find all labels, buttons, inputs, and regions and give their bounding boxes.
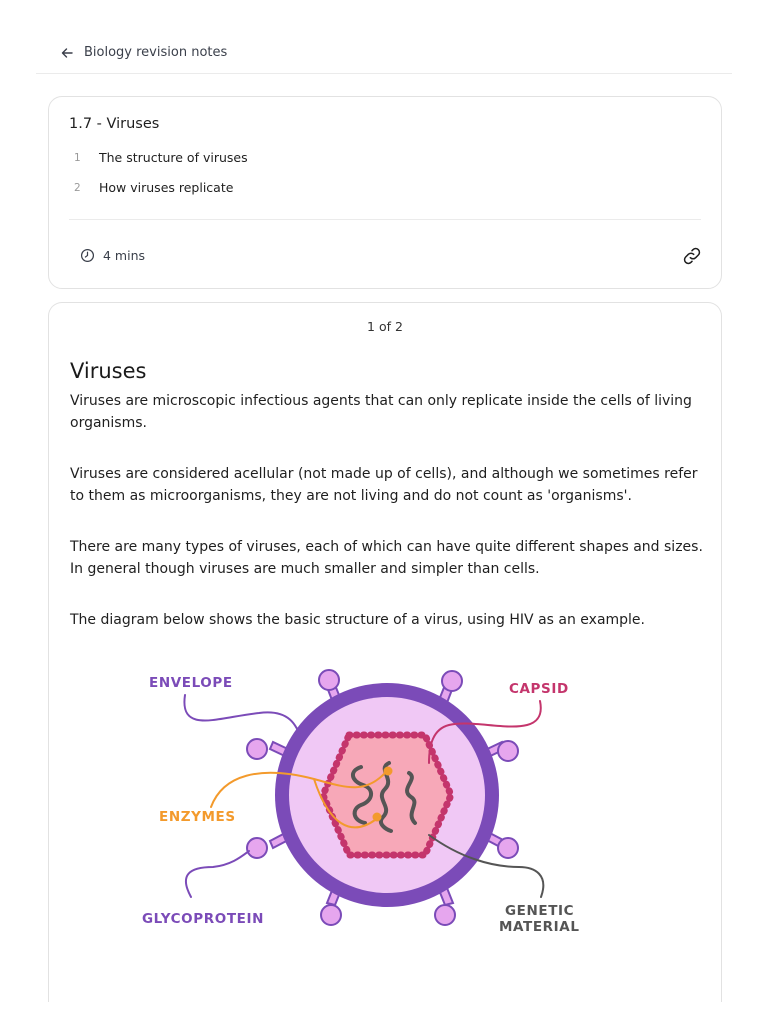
- arrow-left-icon: [60, 46, 74, 60]
- enzymes-label: ENZYMES: [159, 809, 236, 825]
- glycoprotein-label: GLYCOPROTEIN: [142, 911, 264, 927]
- toc-item-number: 1: [74, 151, 81, 164]
- envelope-leader: [184, 695, 302, 741]
- paragraph: Viruses are microscopic infectious agents that can only replicate inside the cells of living organisms.: [70, 393, 692, 431]
- envelope-label: ENVELOPE: [149, 675, 233, 691]
- toc-item-number: 2: [74, 181, 81, 194]
- glycoprotein-leader: [186, 851, 249, 897]
- link-icon: [682, 246, 702, 266]
- back-link[interactable]: [60, 45, 227, 60]
- genetic-material-label-2: MATERIAL: [499, 919, 580, 935]
- toc-item-label: The structure of viruses: [99, 150, 248, 165]
- toc-title: 1.7 - Viruses: [69, 116, 160, 132]
- paragraph: Viruses are considered acellular (not made up of cells), and although we sometimes refer to them as microorganisms, they are not living and do not count as 'organisms'.: [70, 466, 698, 504]
- read-time-label: 4 mins: [103, 248, 146, 263]
- capsid-label: CAPSID: [509, 681, 569, 697]
- page-indicator: 1 of 2: [367, 319, 403, 334]
- top-bar: [36, 0, 732, 74]
- clock-icon: [80, 248, 95, 263]
- paragraph: There are many types of viruses, each of which can have quite different shapes and sizes. In general though viruses are much smaller and simpler than cells.: [70, 539, 703, 577]
- section-heading: Viruses: [70, 359, 147, 383]
- genetic-material-label-1: GENETIC: [505, 903, 575, 919]
- virus-structure-diagram: [139, 645, 639, 945]
- toc-item-label: How viruses replicate: [99, 180, 234, 195]
- copy-link-button[interactable]: [681, 245, 703, 267]
- content-card: [48, 302, 722, 1002]
- back-link-label: Biology revision notes: [84, 45, 228, 60]
- paragraph: The diagram below shows the basic structure of a virus, using HIV as an example.: [70, 612, 645, 628]
- read-time: [80, 248, 145, 263]
- toc-card: [48, 96, 722, 289]
- toc-item-structure[interactable]: [69, 150, 248, 165]
- toc-divider: [69, 219, 701, 220]
- toc-item-replicate[interactable]: [69, 180, 233, 195]
